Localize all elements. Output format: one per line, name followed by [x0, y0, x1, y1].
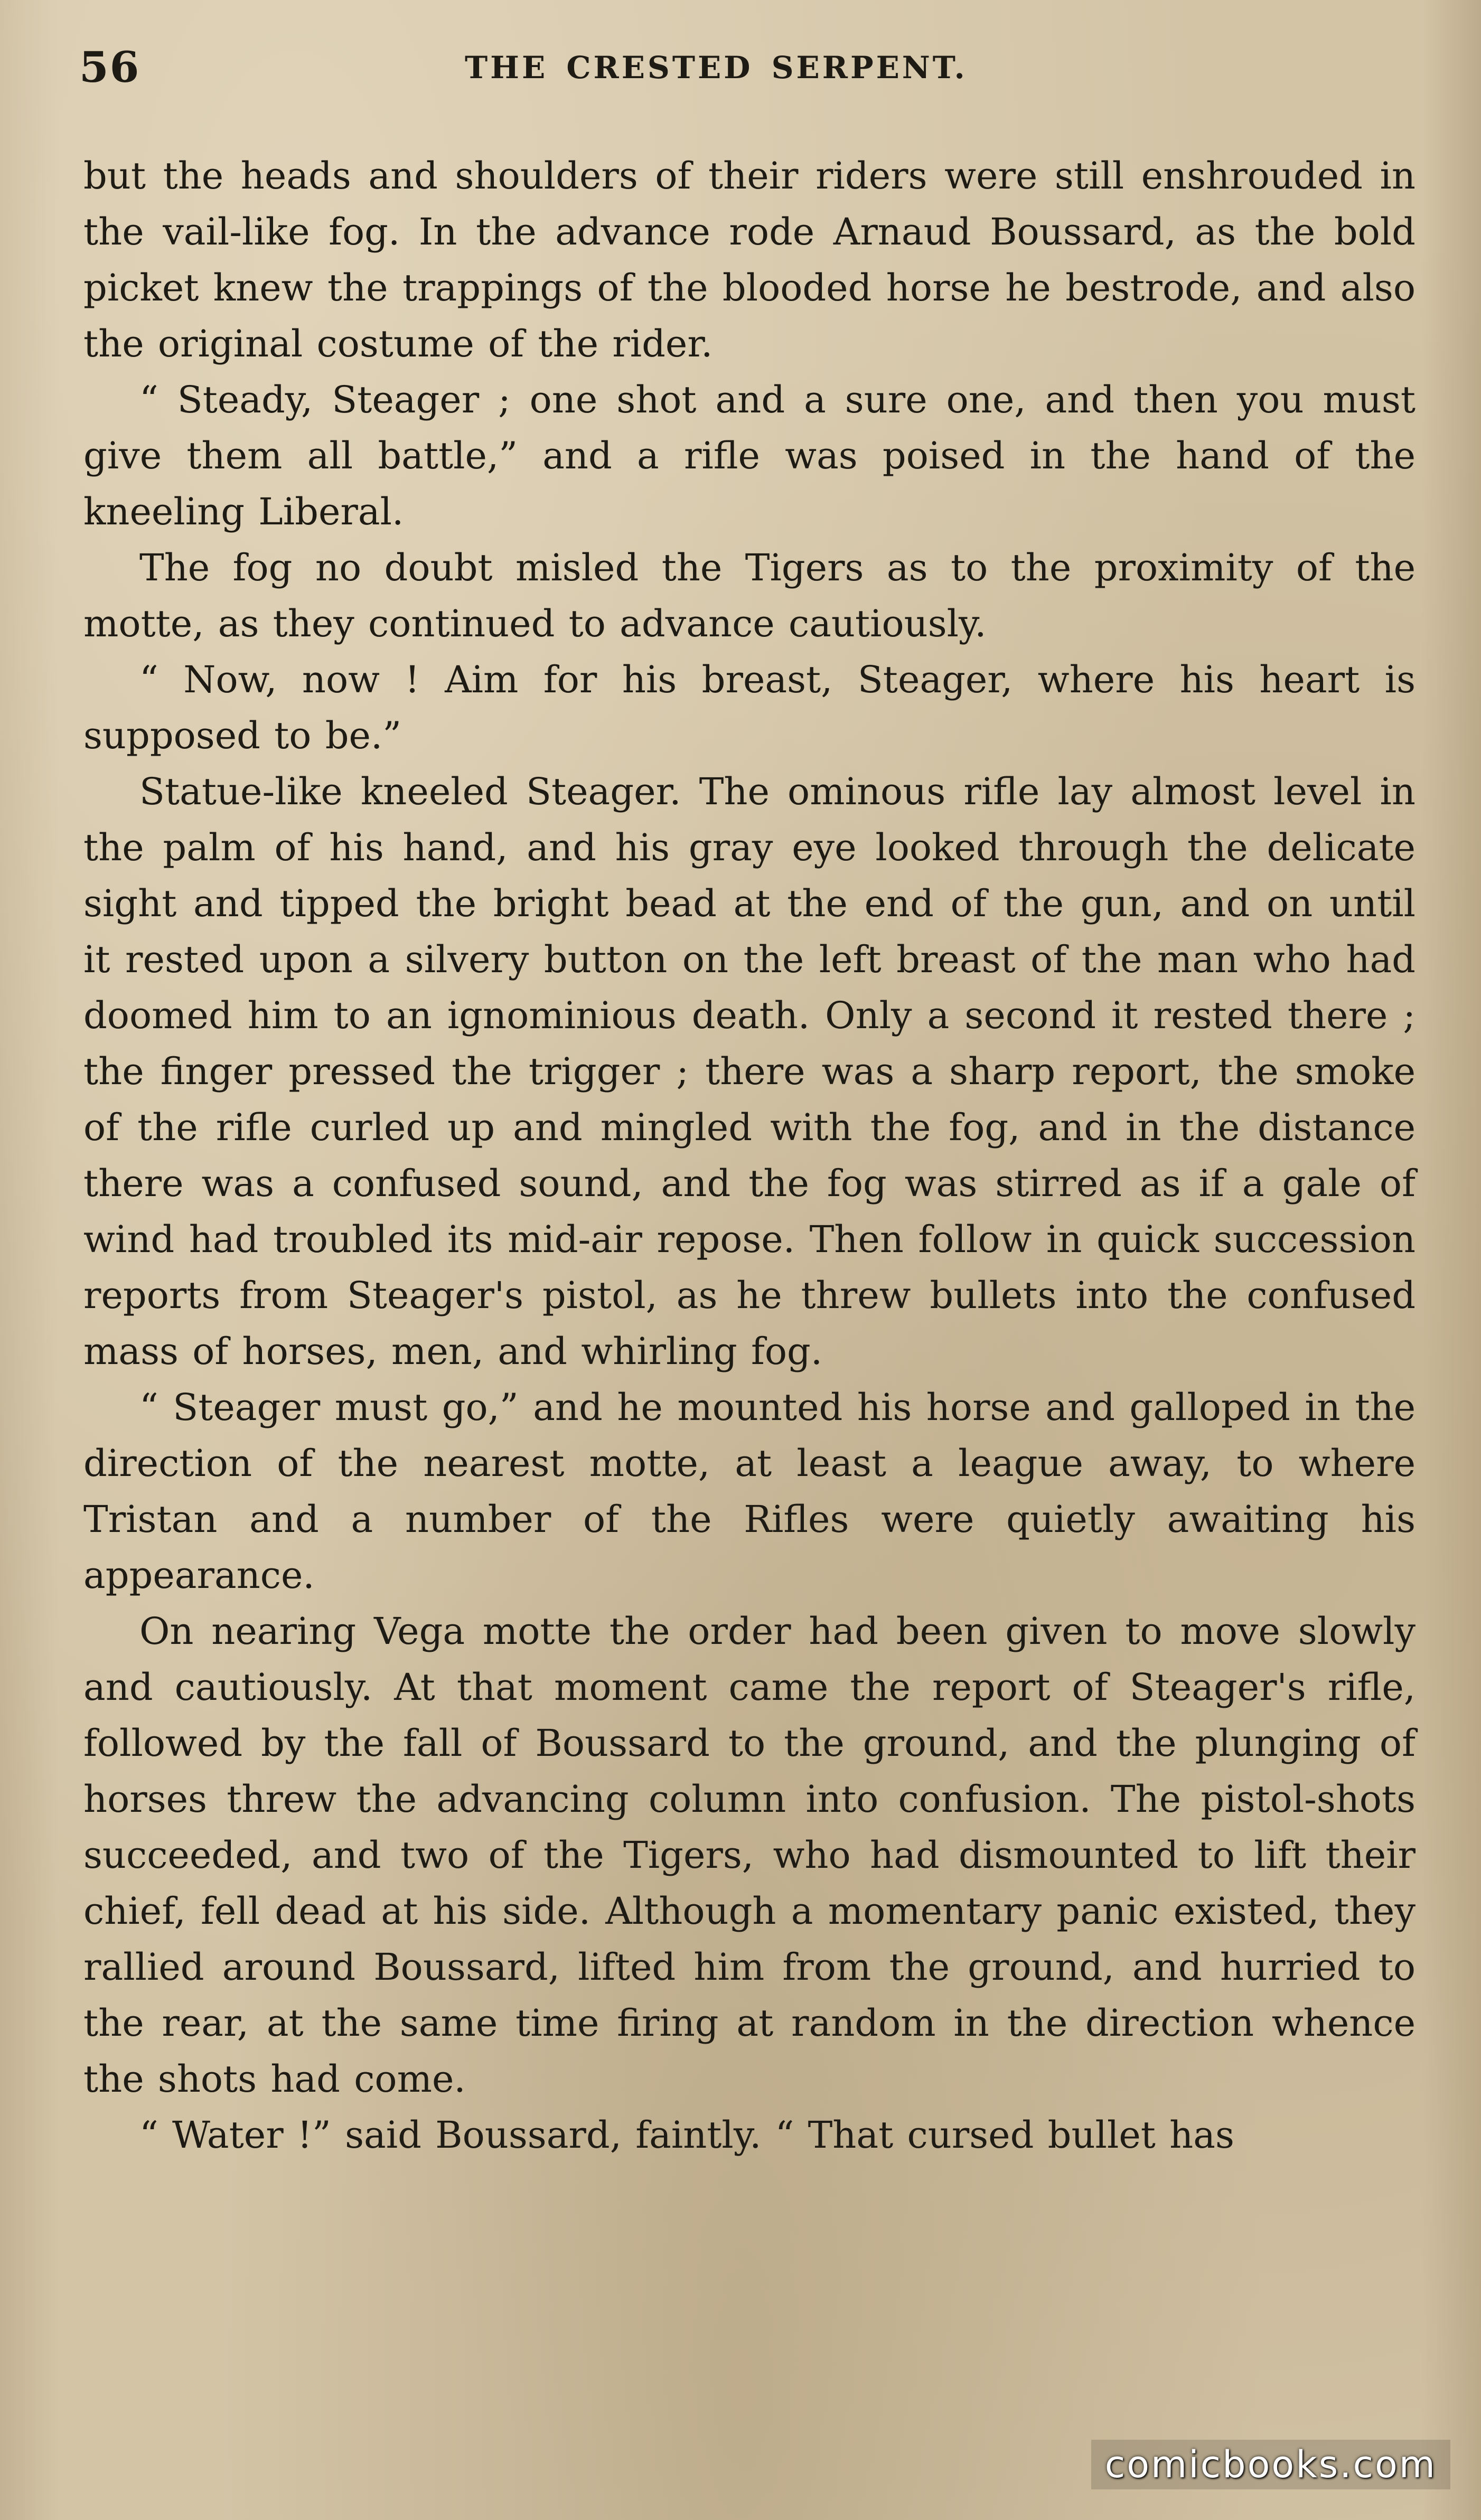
paragraph: Statue-like kneeled Steager. The ominous rifle lay almost level in the palm of his hand, and his gray eye looked through the delicate sight and tipped the bright bead at the end of the gun, and on until it rested upon a silvery button on the left breast of the man who had doomed him to an ignominious death. Only a second it rested there ; the finger pressed the trigger ; there was a sharp report, the smoke of the rifle curled up and mingled with the fog, and in the distance there was a confused sound, and the fog was stirred as if a gale of wind had troubled its mid-air repose. Then follow in quick succession reports from Steager's pistol, as he threw bullets into the confused mass of horses, men, and whirling fog. — [83, 770, 1416, 1373]
paragraph: “ Now, now ! Aim for his breast, Steager, where his heart is supposed to be.” — [83, 658, 1416, 757]
body-text — [83, 148, 1416, 2163]
paragraph: “ Steager must go,” and he mounted his horse and galloped in the direction of the nearest motte, at least a league away, to where Tristan and a number of the Rifles were quietly awaiting his appearance. — [83, 1386, 1416, 1597]
page-number: 56 — [79, 42, 140, 92]
watermark: comicbooks.com — [1091, 2440, 1450, 2489]
paragraph: On nearing Vega motte the order had been given to move slowly and cautiously. At that moment came the report of Steager's rifle, followed by the fall of Boussard to the ground, and the plunging of horses threw the advancing column into confusion. The pistol-shots succeeded, and two of the Tigers, who had dismounted to lift their chief, fell dead at his side. Although a momentary panic existed, they rallied around Boussard, lifted him from the ground, and hurried to the rear, at the same time firing at random in the direction whence the shots had come. — [83, 1610, 1416, 2101]
paragraph: “ Steady, Steager ; one shot and a sure one, and then you must give them all battle,” and a rifle was poised in the hand of the kneeling Liberal. — [83, 378, 1416, 533]
running-head — [79, 42, 1416, 100]
paragraph: “ Water !” said Boussard, faintly. “ That cursed bullet has — [139, 2113, 1234, 2157]
paragraph: The fog no doubt misled the Tigers as to the proximity of the motte, as they continued to advance cautiously. — [83, 546, 1416, 645]
running-title: THE CRESTED SERPENT. — [465, 50, 968, 86]
paragraph: but the heads and shoulders of their riders were still enshrouded in the vail-like fog. In the advance rode Arnaud Boussard, as the bold picket knew the trappings of the blooded horse he bestrode, and also the original costume of the rider. — [83, 154, 1416, 365]
